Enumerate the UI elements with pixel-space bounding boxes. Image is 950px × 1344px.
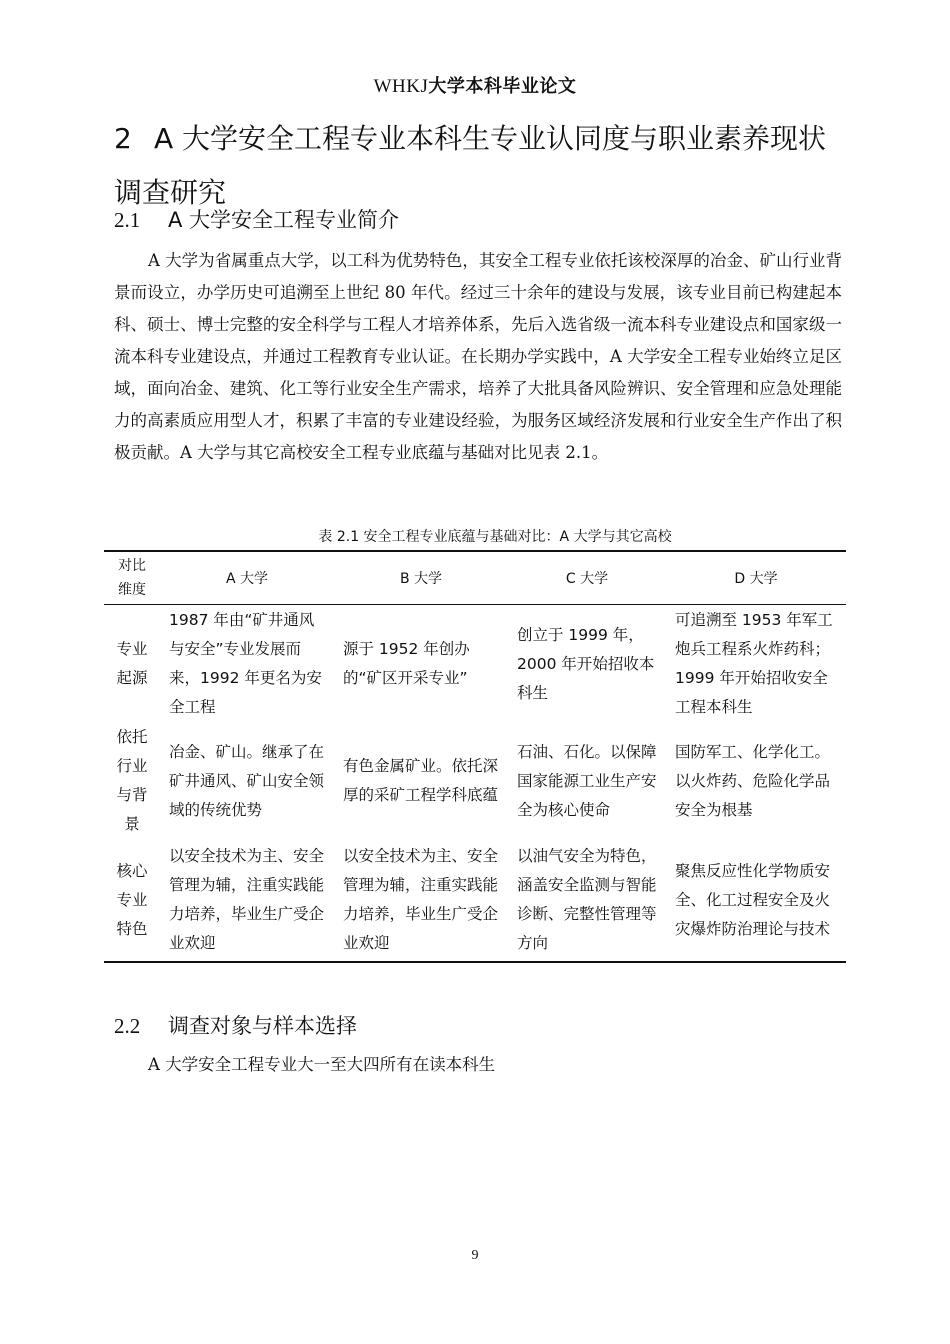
dimension-cell	[104, 723, 160, 839]
table-cell: 聚焦反应性化学物质安全、化工过程安全及火灾爆炸防治理论与技术	[675, 861, 831, 938]
intro-paragraph: A 大学为省属重点大学，以工科为优势特色，其安全工程专业依托该校深厚的冶金、矿山行业背景而设立，办学历史可追溯至上世纪 80 年代。经过三十余年的建设与发展，该专业目前已构建起本科、硕士、博士完整的安全科学与工程人才培养体系，先后入选省级一流本科专业建设点和国家级一流本科专业建设点，并通过工程教育专业认证。在长期办学实践中，A 大学安全工程专业始终立足区域，面向冶金、建筑、化工等行业安全生产需求，培养了大批具备风险辨识、安全管理和应急处理能力的高素质应用型人才，积累了丰富的专业建设经验，为服务区域经济发展和行业安全生产作出了积极贡献。A 大学与其它高校安全工程专业底蕴与基础对比见表 2.1。	[114, 251, 842, 462]
table-cell: 冶金、矿山。继承了在矿井通风、矿山安全领域的传统优势	[169, 742, 325, 819]
table-cell: 国防军工、化学化工。以火炸药、危险化学品安全为根基	[675, 742, 831, 819]
table-row	[104, 839, 846, 962]
header-cell-a: A 大学	[225, 571, 269, 587]
header-cell-d: D 大学	[734, 571, 778, 587]
table-cell: 1987 年由“矿井通风与安全”专业发展而来，1992 年更名为安全工程	[169, 611, 322, 716]
header-title: 大学本科毕业论文	[428, 76, 577, 97]
running-header	[0, 72, 950, 98]
survey-paragraph: A 大学安全工程专业大一至大四所有在读本科生	[148, 1055, 496, 1074]
section-number: 2.2	[114, 1014, 141, 1038]
chapter-title: A 大学安全工程专业本科生专业认同度与职业素养现状调查研究	[114, 122, 827, 209]
section-title: A 大学安全工程专业简介	[168, 208, 400, 232]
dimension-label: 专业起源	[116, 640, 148, 687]
table-header-row	[104, 551, 846, 605]
comparison-table	[104, 550, 846, 963]
table-cell: 以油气安全为特色，涵盖安全监测与智能诊断、完整性管理等方向	[517, 847, 657, 952]
table-cell: 以安全技术为主、安全管理为辅，注重实践能力培养，毕业生广受企业欢迎	[169, 847, 325, 952]
table-cell: 可追溯至 1953 年军工炮兵工程系火炸药科；1999 年开始招收安全工程本科生	[675, 611, 833, 716]
header-latin: WHKJ	[373, 76, 429, 97]
dimension-label: 依托行业与背景	[116, 728, 148, 833]
header-cell-c: C 大学	[565, 571, 609, 587]
table-cell: 创立于 1999 年，2000 年开始招收本科生	[517, 625, 655, 702]
header-label: 对比维度	[118, 558, 146, 598]
dimension-label: 核心专业特色	[116, 861, 148, 938]
section-heading-2-2	[114, 1011, 357, 1041]
page-number: 9	[471, 1248, 479, 1263]
header-cell-dimension	[104, 551, 160, 605]
table-cell: 以安全技术为主、安全管理为辅，注重实践能力培养，毕业生广受企业欢迎	[343, 847, 499, 952]
section-number: 2.1	[114, 208, 141, 232]
chapter-number: 2	[114, 122, 132, 155]
table-caption: 表 2.1 安全工程专业底蕴与基础对比：A 大学与其它高校	[318, 529, 672, 545]
table-row	[104, 723, 846, 839]
dimension-cell	[104, 605, 160, 724]
table-row	[104, 605, 846, 724]
header-cell-b: B 大学	[399, 571, 443, 587]
table-cell: 源于 1952 年创办的“矿区开采专业”	[343, 640, 470, 687]
table-cell: 石油、石化。以保障国家能源工业生产安全为核心使命	[517, 742, 657, 819]
dimension-cell	[104, 839, 160, 962]
chapter-heading	[114, 112, 854, 220]
section-title: 调查对象与样本选择	[168, 1014, 357, 1038]
table-cell: 有色金属矿业。依托深厚的采矿工程学科底蕴	[343, 757, 499, 804]
section-heading-2-1	[114, 205, 399, 235]
